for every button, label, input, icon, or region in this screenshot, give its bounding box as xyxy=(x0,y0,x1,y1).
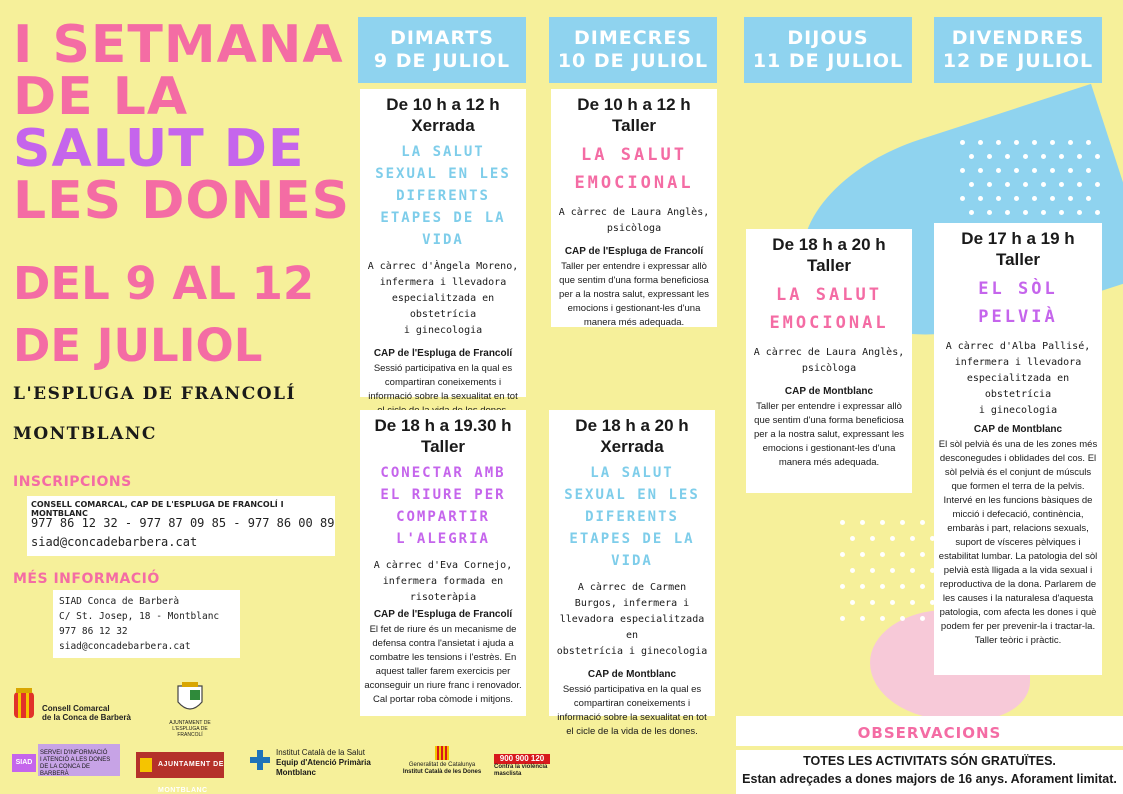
event-title xyxy=(364,141,522,251)
violencia-line: Contra la violència xyxy=(494,764,548,770)
decorative-dot xyxy=(910,568,915,573)
logo-siad-line: DE LA CONCA DE BARBERÀ xyxy=(40,764,91,777)
decorative-dot xyxy=(1059,154,1064,159)
day-header-divendres xyxy=(934,17,1102,83)
decorative-dot xyxy=(1068,140,1073,145)
speaker-line: infermera formada en xyxy=(382,576,504,587)
decorative-dot xyxy=(1059,210,1064,215)
inscripcions-box xyxy=(27,496,335,556)
decorative-dot xyxy=(996,168,1001,173)
shield-icon xyxy=(12,688,36,722)
decorative-dot xyxy=(1050,168,1055,173)
decorative-dot xyxy=(1077,182,1082,187)
speaker-line: A càrrec de Laura Anglès, xyxy=(753,347,905,358)
logo-siad xyxy=(12,742,120,780)
speaker-line: infermera i llevadora xyxy=(954,357,1082,368)
day-header-dimarts xyxy=(358,17,526,83)
decorative-dot xyxy=(860,616,865,621)
decorative-dot xyxy=(1068,168,1073,173)
speaker-line: risoteràpia xyxy=(409,592,477,603)
decorative-dot xyxy=(850,568,855,573)
event-card-divendres-evening xyxy=(934,223,1102,675)
decorative-dot xyxy=(1077,210,1082,215)
decorative-dot xyxy=(870,568,875,573)
event-title-line: EL RIURE PER xyxy=(380,487,506,503)
decorative-dot xyxy=(1095,210,1100,215)
event-place: CAP de Montblanc xyxy=(784,386,874,397)
location-espluga: L'ESPLUGA DE FRANCOLÍ xyxy=(13,384,296,404)
decorative-dot xyxy=(920,584,925,589)
crest-icon xyxy=(176,682,204,716)
event-kind: Xerrada xyxy=(411,116,475,135)
event-card-dimarts-evening xyxy=(360,410,526,716)
logo-generalitat-line: Generalitat de Catalunya xyxy=(408,762,476,768)
decorative-dot xyxy=(850,600,855,605)
event-title-line: SEXUAL EN LES xyxy=(564,487,700,503)
decorative-dot xyxy=(1023,210,1028,215)
siad-tag: SIAD xyxy=(12,754,36,772)
day-date: 12 DE JULIOL xyxy=(942,50,1094,72)
speaker-line: psicòloga xyxy=(606,223,662,234)
title-line-4: LES DONES xyxy=(13,171,351,231)
decorative-dot xyxy=(1086,140,1091,145)
decorative-dot xyxy=(860,520,865,525)
event-title-line: EMOCIONAL xyxy=(769,313,889,333)
inscripcions-heading: INSCRIPCIONS xyxy=(13,474,132,490)
day-date: 9 DE JULIOL xyxy=(373,50,511,72)
event-title-line: DIFERENTS xyxy=(396,188,490,204)
violencia-phone: 900 900 120 xyxy=(494,754,550,764)
title-line-1: I SETMANA xyxy=(13,15,344,75)
decorative-dot xyxy=(969,210,974,215)
event-title-line: COMPARTIR xyxy=(396,509,490,525)
speaker-line: Burgos, infermera i xyxy=(574,598,690,609)
logo-consell-line: Consell Comarcal xyxy=(42,704,110,713)
event-description: El fet de riure és un mecanisme de defensa contra l'ansietat i ajuda a combatre les tensions i l'estrès. En aquest taller farem exercicis per aconseguir un riure franc i renovador. Cal portar roba còmode i mitjons. xyxy=(364,624,522,705)
crest-icon xyxy=(140,758,152,772)
decorative-dot xyxy=(840,552,845,557)
decorative-dot xyxy=(1050,140,1055,145)
inscripcions-subtitle: CONSELL COMARCAL, CAP DE L'ESPLUGA DE FRANCOLÍ I MONTBLANC xyxy=(31,500,284,518)
speaker-line: i ginecologia xyxy=(403,325,483,336)
decorative-dot xyxy=(996,140,1001,145)
decorative-dot xyxy=(1005,154,1010,159)
event-description: Taller per entendre i expressar allò que sentim d'una forma beneficiosa per a la nostra salut, expressant les emocions i gestionant-les d'una manera més adequada. xyxy=(559,261,709,328)
event-title-line: SEXUAL EN LES xyxy=(375,166,511,182)
event-description: Taller per entendre i expressar allò que sentim d'una forma beneficiosa per a la nostra salut, expressant les emocions i gestionant-les d'una manera més adequada. xyxy=(754,401,904,468)
decorative-dot xyxy=(1032,168,1037,173)
logo-ics-line: Equip d'Atenció Primària xyxy=(276,758,371,767)
event-kind: Taller xyxy=(806,256,852,275)
event-title-line: CONECTAR AMB xyxy=(380,465,506,481)
decorative-dot xyxy=(860,552,865,557)
event-title-line: ETAPES DE LA xyxy=(380,210,506,226)
speaker-line: psicòloga xyxy=(801,363,857,374)
observacions-line-1: TOTES LES ACTIVITATS SÓN GRATUÏTES. xyxy=(803,754,1056,768)
decorative-dot xyxy=(890,568,895,573)
event-title xyxy=(364,462,522,550)
mes-informacio-heading: MÉS INFORMACIÓ xyxy=(13,571,160,587)
decorative-dot xyxy=(1023,182,1028,187)
decorative-dot xyxy=(1077,154,1082,159)
mes-informacio-box xyxy=(53,590,240,658)
decorative-dot xyxy=(840,520,845,525)
event-place: CAP de l'Espluga de Francolí xyxy=(373,348,513,359)
decorative-dot xyxy=(1005,210,1010,215)
decorative-dot xyxy=(920,552,925,557)
event-speaker xyxy=(553,580,711,660)
decorative-dot xyxy=(1014,196,1019,201)
day-name: DIVENDRES xyxy=(951,27,1085,49)
event-time: De 18 h a 20 h xyxy=(772,235,886,254)
decorative-dot xyxy=(890,536,895,541)
title-line-2: DE LA xyxy=(13,67,189,127)
decorative-dot xyxy=(960,140,965,145)
event-speaker xyxy=(364,259,522,339)
decorative-dot xyxy=(996,196,1001,201)
event-title-line: PELVIÀ xyxy=(978,307,1058,327)
event-card-dimarts-morning xyxy=(360,89,526,402)
observacions-box xyxy=(736,716,1123,794)
logo-siad-line: SERVEI D'INFORMACIÓ xyxy=(40,750,108,756)
logo-ajuntament-espluga xyxy=(160,682,220,738)
event-time: De 18 h a 20 h xyxy=(575,416,689,435)
speaker-line: infermera i llevadora xyxy=(379,277,507,288)
event-speaker xyxy=(938,339,1098,419)
decorative-dot xyxy=(987,154,992,159)
event-speaker xyxy=(364,558,522,606)
event-speaker xyxy=(750,345,908,377)
event-description: Sessió participativa en la qual es compartiran coneixements i informació sobre la sexualitat en tot el cicle de la vida de les dones. xyxy=(557,684,707,737)
decorative-dot xyxy=(1005,182,1010,187)
decorative-dot xyxy=(1041,154,1046,159)
logo-generalitat-line: Institut Català de les Dones xyxy=(402,769,482,775)
event-time: De 10 h a 12 h xyxy=(577,95,691,114)
decorative-dot xyxy=(987,210,992,215)
info-line-name: SIAD Conca de Barberà xyxy=(59,596,180,607)
decorative-dot xyxy=(910,536,915,541)
event-title-line: DIFERENTS xyxy=(585,509,679,525)
health-cross-icon xyxy=(250,750,270,770)
decorative-dot xyxy=(910,600,915,605)
event-card-dimecres-evening xyxy=(549,410,715,737)
senyera-icon xyxy=(435,746,449,760)
decorative-dot xyxy=(1086,196,1091,201)
decorative-dot xyxy=(870,536,875,541)
event-title xyxy=(553,462,711,572)
decorative-dot xyxy=(1086,168,1091,173)
speaker-line: llevadora especialitzada en xyxy=(559,614,705,641)
decorative-dot xyxy=(900,616,905,621)
speaker-line: obstetrícia i ginecologia xyxy=(556,646,708,657)
decorative-dot xyxy=(978,196,983,201)
event-place: CAP de Montblanc xyxy=(587,669,677,680)
info-line-email[interactable]: siad@concadebarbera.cat xyxy=(59,641,191,652)
event-time: De 17 h a 19 h xyxy=(961,229,1075,248)
decorative-dot xyxy=(1032,196,1037,201)
decorative-dot xyxy=(1050,196,1055,201)
decorative-dot xyxy=(840,584,845,589)
event-title-line: LA SALUT xyxy=(401,144,485,160)
decorative-dot xyxy=(1014,140,1019,145)
speaker-line: especialitzada en obstetrícia xyxy=(966,373,1070,400)
logo-montblanc-text: AJUNTAMENT DE MONTBLANC xyxy=(158,761,224,794)
decorative-dot xyxy=(969,154,974,159)
day-header-dimecres xyxy=(549,17,717,83)
day-date: 10 DE JULIOL xyxy=(557,50,709,72)
dates-line-2: DE JULIOL xyxy=(13,319,263,372)
day-header-dijous xyxy=(744,17,912,83)
event-description: Sessió participativa en la qual es compartiran coneixements i informació sobre la sexualitat en tot xyxy=(368,363,518,402)
decorative-dot xyxy=(860,584,865,589)
speaker-line: A càrrec d'Àngela Moreno, xyxy=(367,261,519,272)
dates-line-1: DEL 9 AL 12 xyxy=(13,257,315,310)
decorative-dot xyxy=(960,168,965,173)
decorative-dot xyxy=(960,196,965,201)
decorative-dot xyxy=(1023,154,1028,159)
decorative-dot xyxy=(978,168,983,173)
speaker-line: especialitzada en obstetrícia xyxy=(391,293,495,320)
event-card-dijous-evening xyxy=(746,229,912,493)
logo-ics xyxy=(250,748,390,782)
decorative-dot xyxy=(890,600,895,605)
event-title-line: EL SÒL xyxy=(978,279,1058,299)
decorative-dot xyxy=(850,536,855,541)
decorative-dot xyxy=(880,520,885,525)
speaker-line: A càrrec d'Eva Cornejo, xyxy=(373,560,513,571)
speaker-line: i ginecologia xyxy=(978,405,1058,416)
event-title-line: L'ALEGRIA xyxy=(396,531,490,547)
event-time: De 10 h a 12 h xyxy=(386,95,500,114)
decorative-dot xyxy=(1041,182,1046,187)
logo-espluga-line: L'ESPLUGA DE FRANCOLÍ xyxy=(172,726,208,738)
decorative-dot xyxy=(1068,196,1073,201)
speaker-line: A càrrec de Carmen xyxy=(577,582,687,593)
decorative-dot xyxy=(900,520,905,525)
event-card-dimecres-morning xyxy=(551,89,717,327)
event-title-line: ETAPES DE LA xyxy=(569,531,695,547)
location-montblanc: MONTBLANC xyxy=(13,424,157,444)
decorative-dot xyxy=(1059,182,1064,187)
event-title-line: VIDA xyxy=(422,232,464,248)
info-line-address: C/ St. Josep, 18 - Montblanc xyxy=(59,611,220,622)
day-name: DIMARTS xyxy=(390,27,494,49)
inscripcions-email[interactable]: siad@concadebarbera.cat xyxy=(31,535,198,549)
decorative-dot xyxy=(900,552,905,557)
decorative-dot xyxy=(870,600,875,605)
event-title-line: LA SALUT xyxy=(776,285,882,305)
event-title xyxy=(750,281,908,337)
speaker-line: A càrrec d'Alba Pallisé, xyxy=(945,341,1091,352)
event-place: CAP de Montblanc xyxy=(973,424,1063,435)
decorative-dot xyxy=(987,182,992,187)
logo-ics-line: Montblanc xyxy=(276,768,316,777)
decorative-dot xyxy=(880,552,885,557)
event-kind: Xerrada xyxy=(600,437,664,456)
event-title-line: EMOCIONAL xyxy=(574,173,694,193)
decorative-dot xyxy=(978,140,983,145)
event-kind: Taller xyxy=(611,116,657,135)
observacions-line-2: Estan adreçades a dones majors de 16 anys. Aforament limitat. xyxy=(742,772,1117,786)
decorative-dot xyxy=(900,584,905,589)
logo-consell-line: de la Conca de Barberà xyxy=(42,713,131,722)
day-name: DIMECRES xyxy=(574,27,692,49)
logo-generalitat xyxy=(396,746,488,782)
decorative-dot xyxy=(920,616,925,621)
decorative-dot xyxy=(1041,210,1046,215)
decorative-dot xyxy=(1032,140,1037,145)
decorative-dot xyxy=(1095,182,1100,187)
logo-ajuntament-montblanc xyxy=(136,752,224,794)
observacions-divider xyxy=(736,746,1123,750)
event-title xyxy=(555,141,713,197)
violencia-line: masclista xyxy=(494,771,522,777)
logo-consell-comarcal xyxy=(12,686,162,730)
event-kind: Taller xyxy=(995,250,1041,269)
event-description: El sòl pelvià és una de les zones més desconegudes i oblidades del cos. El sòl pelvià és el conjunt de músculs que formen el terra de la pelvis. Intervé en les funcions bàsiques de micció i defecació, continència, embaràs i part, relacions sexuals, suport de vísceres pèlviques i estabilitat lumbar. La patologia del sòl pelvià està lligada a la vida sexual i reproductiva de la dona. Parlarem de les causes i la naturalesa d'aquesta patologia, com afecta les dones i què podem fer per prevenir-la i tractar-la. Taller teòric i pràctic. xyxy=(938,439,1098,646)
decorative-dot xyxy=(1095,154,1100,159)
inscripcions-phones: 977 86 12 32 - 977 87 09 85 - 977 86 00 89 xyxy=(31,516,335,530)
decorative-dot xyxy=(880,584,885,589)
decorative-dot xyxy=(880,616,885,621)
event-time: De 18 h a 19.30 h xyxy=(374,416,512,435)
decorative-dot xyxy=(969,182,974,187)
info-line-phone: 977 86 12 32 xyxy=(59,626,128,637)
event-kind: Taller xyxy=(420,437,466,456)
event-place: CAP de l'Espluga de Francolí xyxy=(373,609,513,620)
event-title-line: LA SALUT xyxy=(581,145,687,165)
day-date: 11 DE JULIOL xyxy=(752,50,904,72)
logo-violencia-masclista xyxy=(494,754,550,780)
day-name: DIJOUS xyxy=(787,27,869,49)
decorative-dot xyxy=(840,616,845,621)
logo-espluga-line: AJUNTAMENT DE xyxy=(169,720,211,726)
event-place: CAP de l'Espluga de Francolí xyxy=(564,246,704,257)
event-title-line: VIDA xyxy=(611,553,653,569)
event-speaker xyxy=(555,205,713,237)
logo-siad-line: I ATENCIÓ A LES DONES xyxy=(40,757,111,763)
event-title xyxy=(938,275,1098,331)
decorative-dot xyxy=(1014,168,1019,173)
title-line-3: SALUT DE xyxy=(13,119,305,179)
observacions-heading: OBSERVACIONS xyxy=(857,724,1002,742)
event-title-line: LA SALUT xyxy=(590,465,674,481)
logo-ics-line: Institut Català de la Salut xyxy=(276,748,365,757)
decorative-dot xyxy=(920,520,925,525)
speaker-line: A càrrec de Laura Anglès, xyxy=(558,207,710,218)
